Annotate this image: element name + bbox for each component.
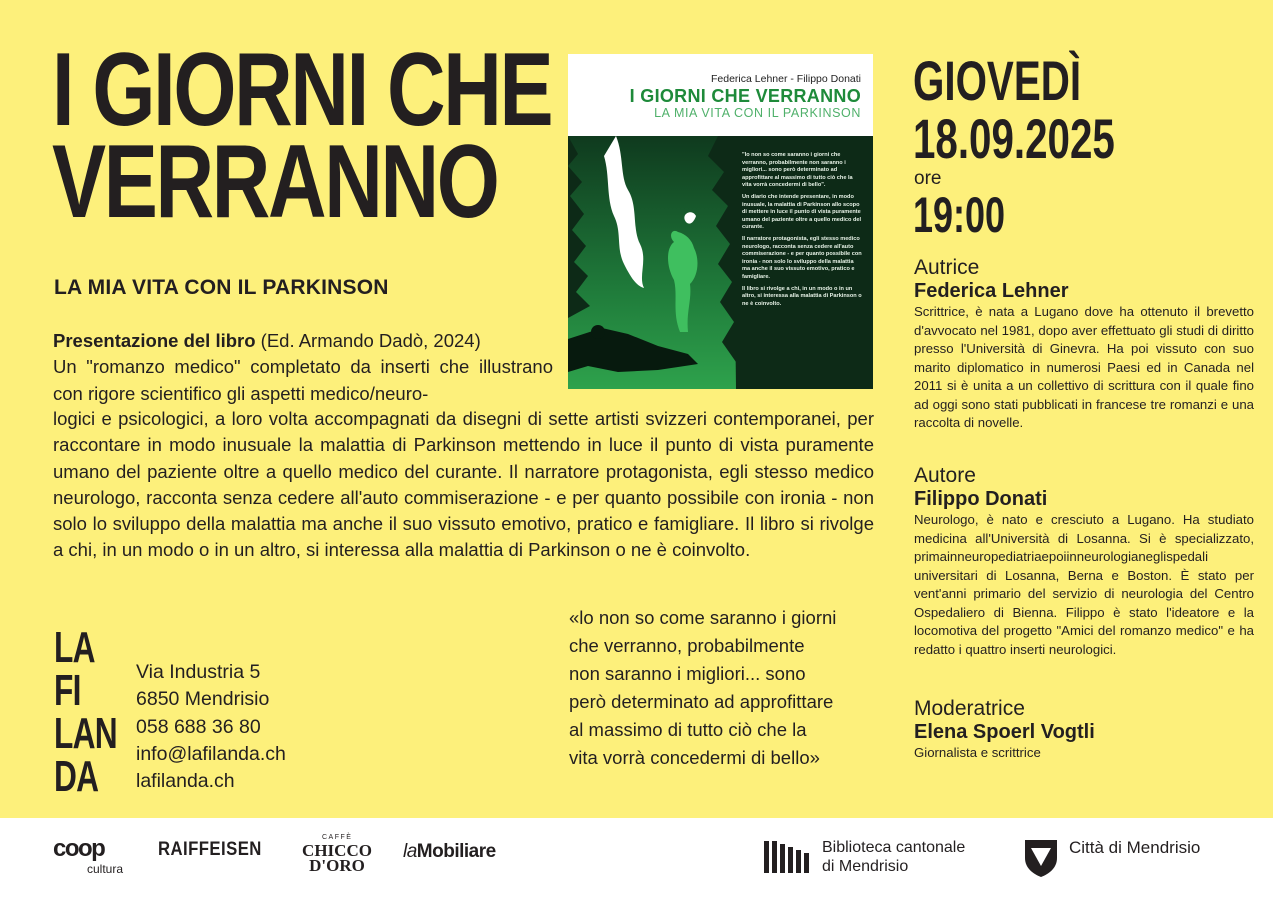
biblioteca-icon [764,839,816,875]
person-name: Federica Lehner [914,280,1069,302]
shield-icon [1023,838,1059,878]
time-label: ore [914,168,942,189]
event-title-line-1: I GIORNI CHE [52,32,552,148]
biblioteca-line-2: di Mendrisio [822,858,909,875]
biblioteca-label [822,838,965,876]
cover-header [568,54,873,136]
cover-blurb [742,152,862,312]
intro-text-b: logici e psicologici, a loro volta accompagnati da disegni di sette artisti svizzeri contemporanei, per raccontare in modo inusuale la malattia di Parkinson mettendo in luce il punto di vista puramente umano del paziente oltre a quello medico del curante. Il narratore protagonista, egli stesso medico neurologo, racconta senza cedere all'auto commiserazione - e per quanto possibile con ironia - non solo lo sviluppo della malattia ma anche il suo vissuto emotivo, pratico e famigliare. Il libro si rivolge a chi, in un modo o in un altro, si interessa alla malattia di Parkinson o ne è coinvolto. [53,408,874,561]
quote-line: «lo non so come saranno i giorni [569,607,837,628]
person-name: Elena Spoerl Vogtli [914,721,1095,743]
quote-line: che verranno, probabilmente [569,635,805,656]
cover-authors: Federica Lehner - Filippo Donati [711,73,861,85]
chicco-doro-logo [297,843,377,873]
quote-line: vita vorrà concedermi di bello» [569,747,820,768]
quote-line: al massimo di tutto ciò che la [569,719,807,740]
address-phone: 058 688 36 80 [136,715,261,738]
person-role: Moderatrice [914,697,1025,720]
venue-address [136,659,286,795]
la-filanda-logo [54,623,117,801]
person-name: Filippo Donati [914,488,1048,510]
quote-line: però determinato ad approfittare [569,691,834,712]
mobiliare-la: la [403,841,417,862]
person-role: Autore [914,464,976,487]
logo-line: FI [54,666,81,715]
intro-text-a: Un "romanzo medico" completato da inserti che illustrano con rigore scientifico gli aspetti medico/neuro- [53,356,553,404]
logo-line: DA [54,752,99,801]
event-title [52,32,552,240]
person-bio: Giornalista e scrittrice [914,745,1041,760]
book-cover [568,54,873,389]
event-date-value: 18.09.2025 [913,107,1115,170]
chicco-line-1: CHICCO [302,841,372,860]
logo-line: LAN [54,709,117,758]
person-autore [914,464,1254,659]
mobiliare-word: Mobiliare [416,841,496,862]
event-title-line-2: VERRANNO [52,124,498,240]
raiffeisen-logo: RAIFFEISEN [158,839,262,860]
book-quote [569,604,889,772]
address-website[interactable]: lafilanda.ch [136,770,235,793]
person-moderatrice [914,697,1254,763]
la-mobiliare-logo [403,841,496,863]
cover-blurb-3: Il narratore protagonista, egli stesso medico neurologo, racconta senza cedere all'auto commiserazione - e per quanto possibile con ironia - non solo lo sviluppo della malattia ma anche il suo vissuto emotivo, pratico e famigliare. [742,235,862,280]
biblioteca-line-1: Biblioteca cantonale [822,839,966,856]
cover-blurb-2: Un diario che intende presentare, in modo inusuale, la malattia di Parkinson allo scopo di mettere in luce il punto di vista puramente umano del paziente oltre a quello medico del curante. [742,193,862,231]
event-subtitle: LA MIA VITA CON IL PARKINSON [54,276,389,299]
chicco-line-2: D'ORO [309,856,365,875]
person-role: Autrice [914,256,980,279]
address-city: 6850 Mendrisio [136,688,270,711]
cover-title: I GIORNI CHE VERRANNO [629,86,861,106]
event-date [913,49,1193,170]
cover-blurb-4: Il libro si rivolge a chi, in un modo o in un altro, si interessa alla malattia di Parkinson o ne è coinvolto. [742,285,862,307]
cover-blurb-1: "Io non so come saranno i giorni che verranno, probabilmente non saranno i migliori... sono però determinato ad approfittare al massimo di tutto ciò che la vita vorrà concedermi di bello". [742,152,853,189]
citta-mendrisio-label: Città di Mendrisio [1069,838,1201,857]
intro-publisher: (Ed. Armando Dadò, 2024) [260,330,481,351]
event-day: GIOVEDÌ [913,49,1082,112]
person-autrice [914,256,1254,433]
address-street: Via Industria 5 [136,661,261,683]
coop-cultura-label: cultura [87,862,124,876]
chicco-caffe-label: CAFFÈ [322,834,353,841]
intro-paragraph [53,328,553,407]
person-bio: Neurologo, è nato e cresciuto a Lugano. Ha studiato medicina all'Università di Losanna. Si è specializzato, primainneuropediatriaepoiinneurologianeglispedali universitari di Losanna, Berna e Boston. È stato per vent'anni primario del servizio di neurologia del Centro Ospedaliero di Bienna. Filippo è stato l'ideatore e la locomotiva del progetto "Amici del romanzo medico" e ha redatto i quattro inserti neurologici. [914,512,1254,657]
coop-logo: coop [53,835,105,862]
logo-line: LA [54,623,95,672]
address-email[interactable]: info@lafilanda.ch [136,742,286,765]
event-time: 19:00 [913,187,1006,243]
cover-subtitle: LA MIA VITA CON IL PARKINSON [654,106,861,120]
person-bio: Scrittrice, è nata a Lugano dove ha ottenuto il brevetto d'avvocato nel 1981, dopo aver effettuato gli studi di diritto presso l'Università di Ginevra. Ha poi vissuto con suo marito diplomatico in numerosi Paesi ed in Canada nel 2011 si è unita a un collettivo di scrittura con il quale fino ad oggi sono stati pubblicati in francese tre romanzi e una raccolta di novelle. [914,304,1254,430]
intro-heading: Presentazione del libro [53,330,256,351]
quote-line: non saranno i migliori... sono [569,663,806,684]
